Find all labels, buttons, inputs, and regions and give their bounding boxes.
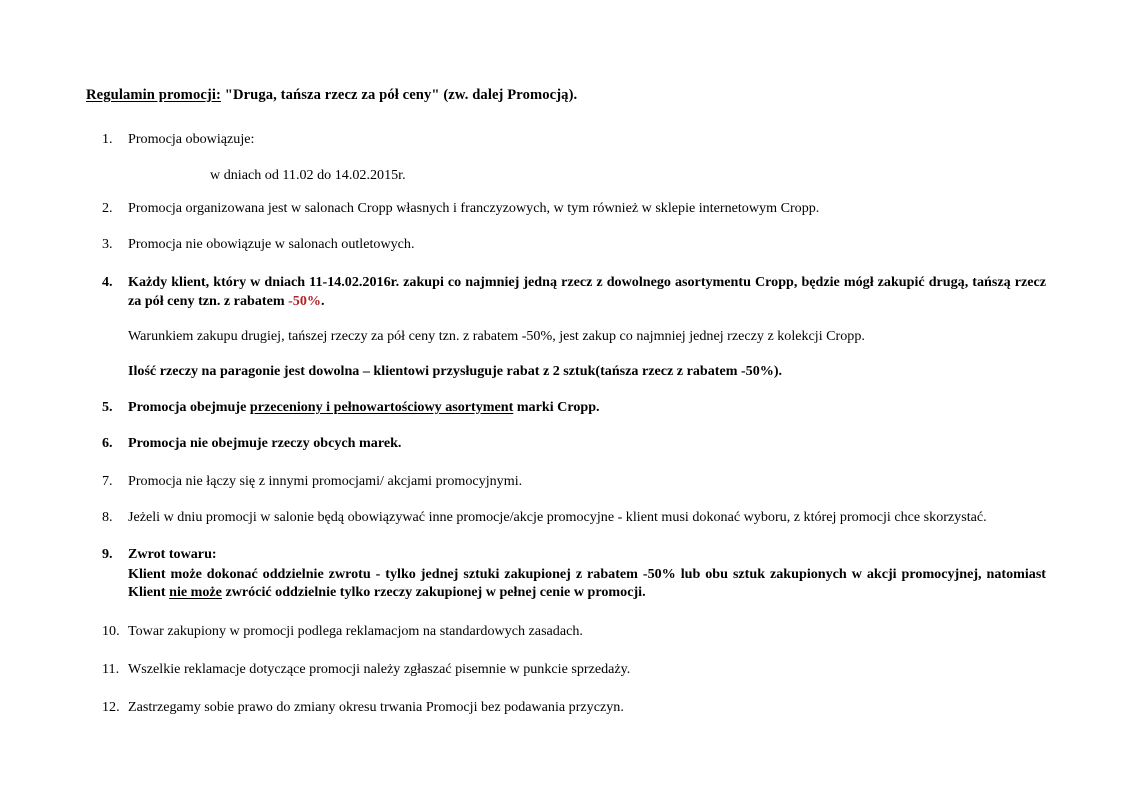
page-title: [86, 87, 577, 104]
clause-marker: 12.: [102, 699, 120, 716]
discount-value: -50%: [288, 292, 321, 309]
clause-9-negation-emphasis: nie może: [169, 584, 222, 601]
clause-marker: 2.: [102, 199, 113, 216]
clause-4-main: Każdy klient, który w dniach 11-14.02.2016r. zakupi co najmniej jedną rzecz z dowolnego asortymentu Cropp, będzie mógł zakupić drugą, tańszą rzecz za pół ceny tzn. z rabatem: [128, 274, 1046, 309]
clause-4-condition-paragraph: Warunkiem zakupu drugiej, tańszej rzeczy za pół ceny tzn. z rabatem -50%, jest zakup co najmniej jednej rzeczy z kolekcji Cropp.: [128, 327, 865, 344]
clause-item-6: [86, 434, 1046, 452]
clause-9-suffix: zwrócić oddzielnie tylko rzeczy zakupionej w pełnej cenie w promocji.: [221, 584, 646, 601]
clause-marker: 4.: [102, 274, 113, 291]
clause-text: Promocja obowiązuje:: [128, 131, 255, 147]
clause-item-10: [86, 622, 1046, 640]
clause-text: Jeżeli w dniu promocji w salonie będą obowiązywać inne promocje/akcje promocyjne - klient musi dokonać wyboru, z której promocji chce skorzystać.: [128, 509, 987, 526]
clause-5-suffix: marki Cropp.: [513, 398, 600, 415]
clause-text: Zastrzegamy sobie prawo do zmiany okresu trwania Promocji bez podawania przyczyn.: [128, 699, 624, 716]
clause-9-heading: Zwrot towaru:: [128, 545, 217, 562]
clause-text: [128, 398, 1046, 416]
clause-text: Promocja nie obejmuje rzeczy obcych marek.: [128, 434, 402, 451]
clause-item-1: [86, 130, 1046, 185]
clause-item-7: [86, 472, 1046, 490]
clause-marker: 6.: [102, 434, 113, 451]
page-title-label: Regulamin promocji:: [86, 87, 221, 103]
clause-marker: 9.: [102, 545, 113, 562]
clause-item-4: [86, 273, 1046, 380]
clause-item-8: [86, 508, 1046, 526]
clause-marker: 10.: [102, 622, 120, 639]
clause-marker: 11.: [102, 661, 120, 677]
clause-marker: 3.: [102, 235, 113, 252]
clause-1-date-line: w dniach od 11.02 do 14.02.2015r.: [210, 167, 406, 184]
clause-5-assortment-emphasis: przeceniony i pełnowartościowy asortyment: [249, 398, 514, 415]
page-title-subject: "Druga, tańsza rzecz za pół ceny" (zw. dalej Promocją).: [221, 87, 578, 103]
clause-4-quantity-paragraph: Ilość rzeczy na paragonie jest dowolna – klientowi przysługuje rabat z 2 sztuk(tańsza rzecz z rabatem -50%).: [128, 363, 783, 380]
clause-item-12: [86, 698, 1046, 716]
clause-9-prefix: Klient może dokonać oddzielnie zwrotu - tylko jednej sztuki zakupionej z rabatem -50% lub obu sztuk zakupionych w akcji promocyjnej, natomiast Klient: [128, 566, 1046, 601]
clause-text: Towar zakupiony w promocji podlega reklamacjom na standardowych zasadach.: [128, 622, 583, 639]
clause-4-tail: .: [320, 292, 325, 309]
clause-item-9: [86, 545, 1046, 602]
clause-text: Promocja organizowana jest w salonach Cropp własnych i franczyzowych, w tym również w sklepie internetowym Cropp.: [128, 199, 820, 216]
clause-text: [128, 273, 1046, 310]
clause-marker: 5.: [102, 398, 113, 415]
clause-marker: 8.: [102, 509, 113, 526]
clause-text: Promocja nie obowiązuje w salonach outletowych.: [128, 235, 415, 252]
clause-item-3: [86, 235, 1046, 253]
clause-text: Wszelkie reklamacje dotyczące promocji należy zgłaszać pisemnie w punkcie sprzedaży.: [128, 661, 631, 677]
clause-item-11: [86, 660, 1046, 678]
clause-marker: 7.: [102, 473, 113, 490]
clause-item-2: [86, 199, 1046, 217]
clause-list: [86, 130, 1046, 717]
clause-marker: 1.: [102, 131, 113, 147]
clause-5-prefix: Promocja obejmuje: [128, 398, 250, 415]
clause-9-body: [128, 565, 1046, 602]
clause-text: Promocja nie łączy się z innymi promocjami/ akcjami promocyjnymi.: [128, 473, 523, 490]
clause-item-5: [86, 398, 1046, 416]
